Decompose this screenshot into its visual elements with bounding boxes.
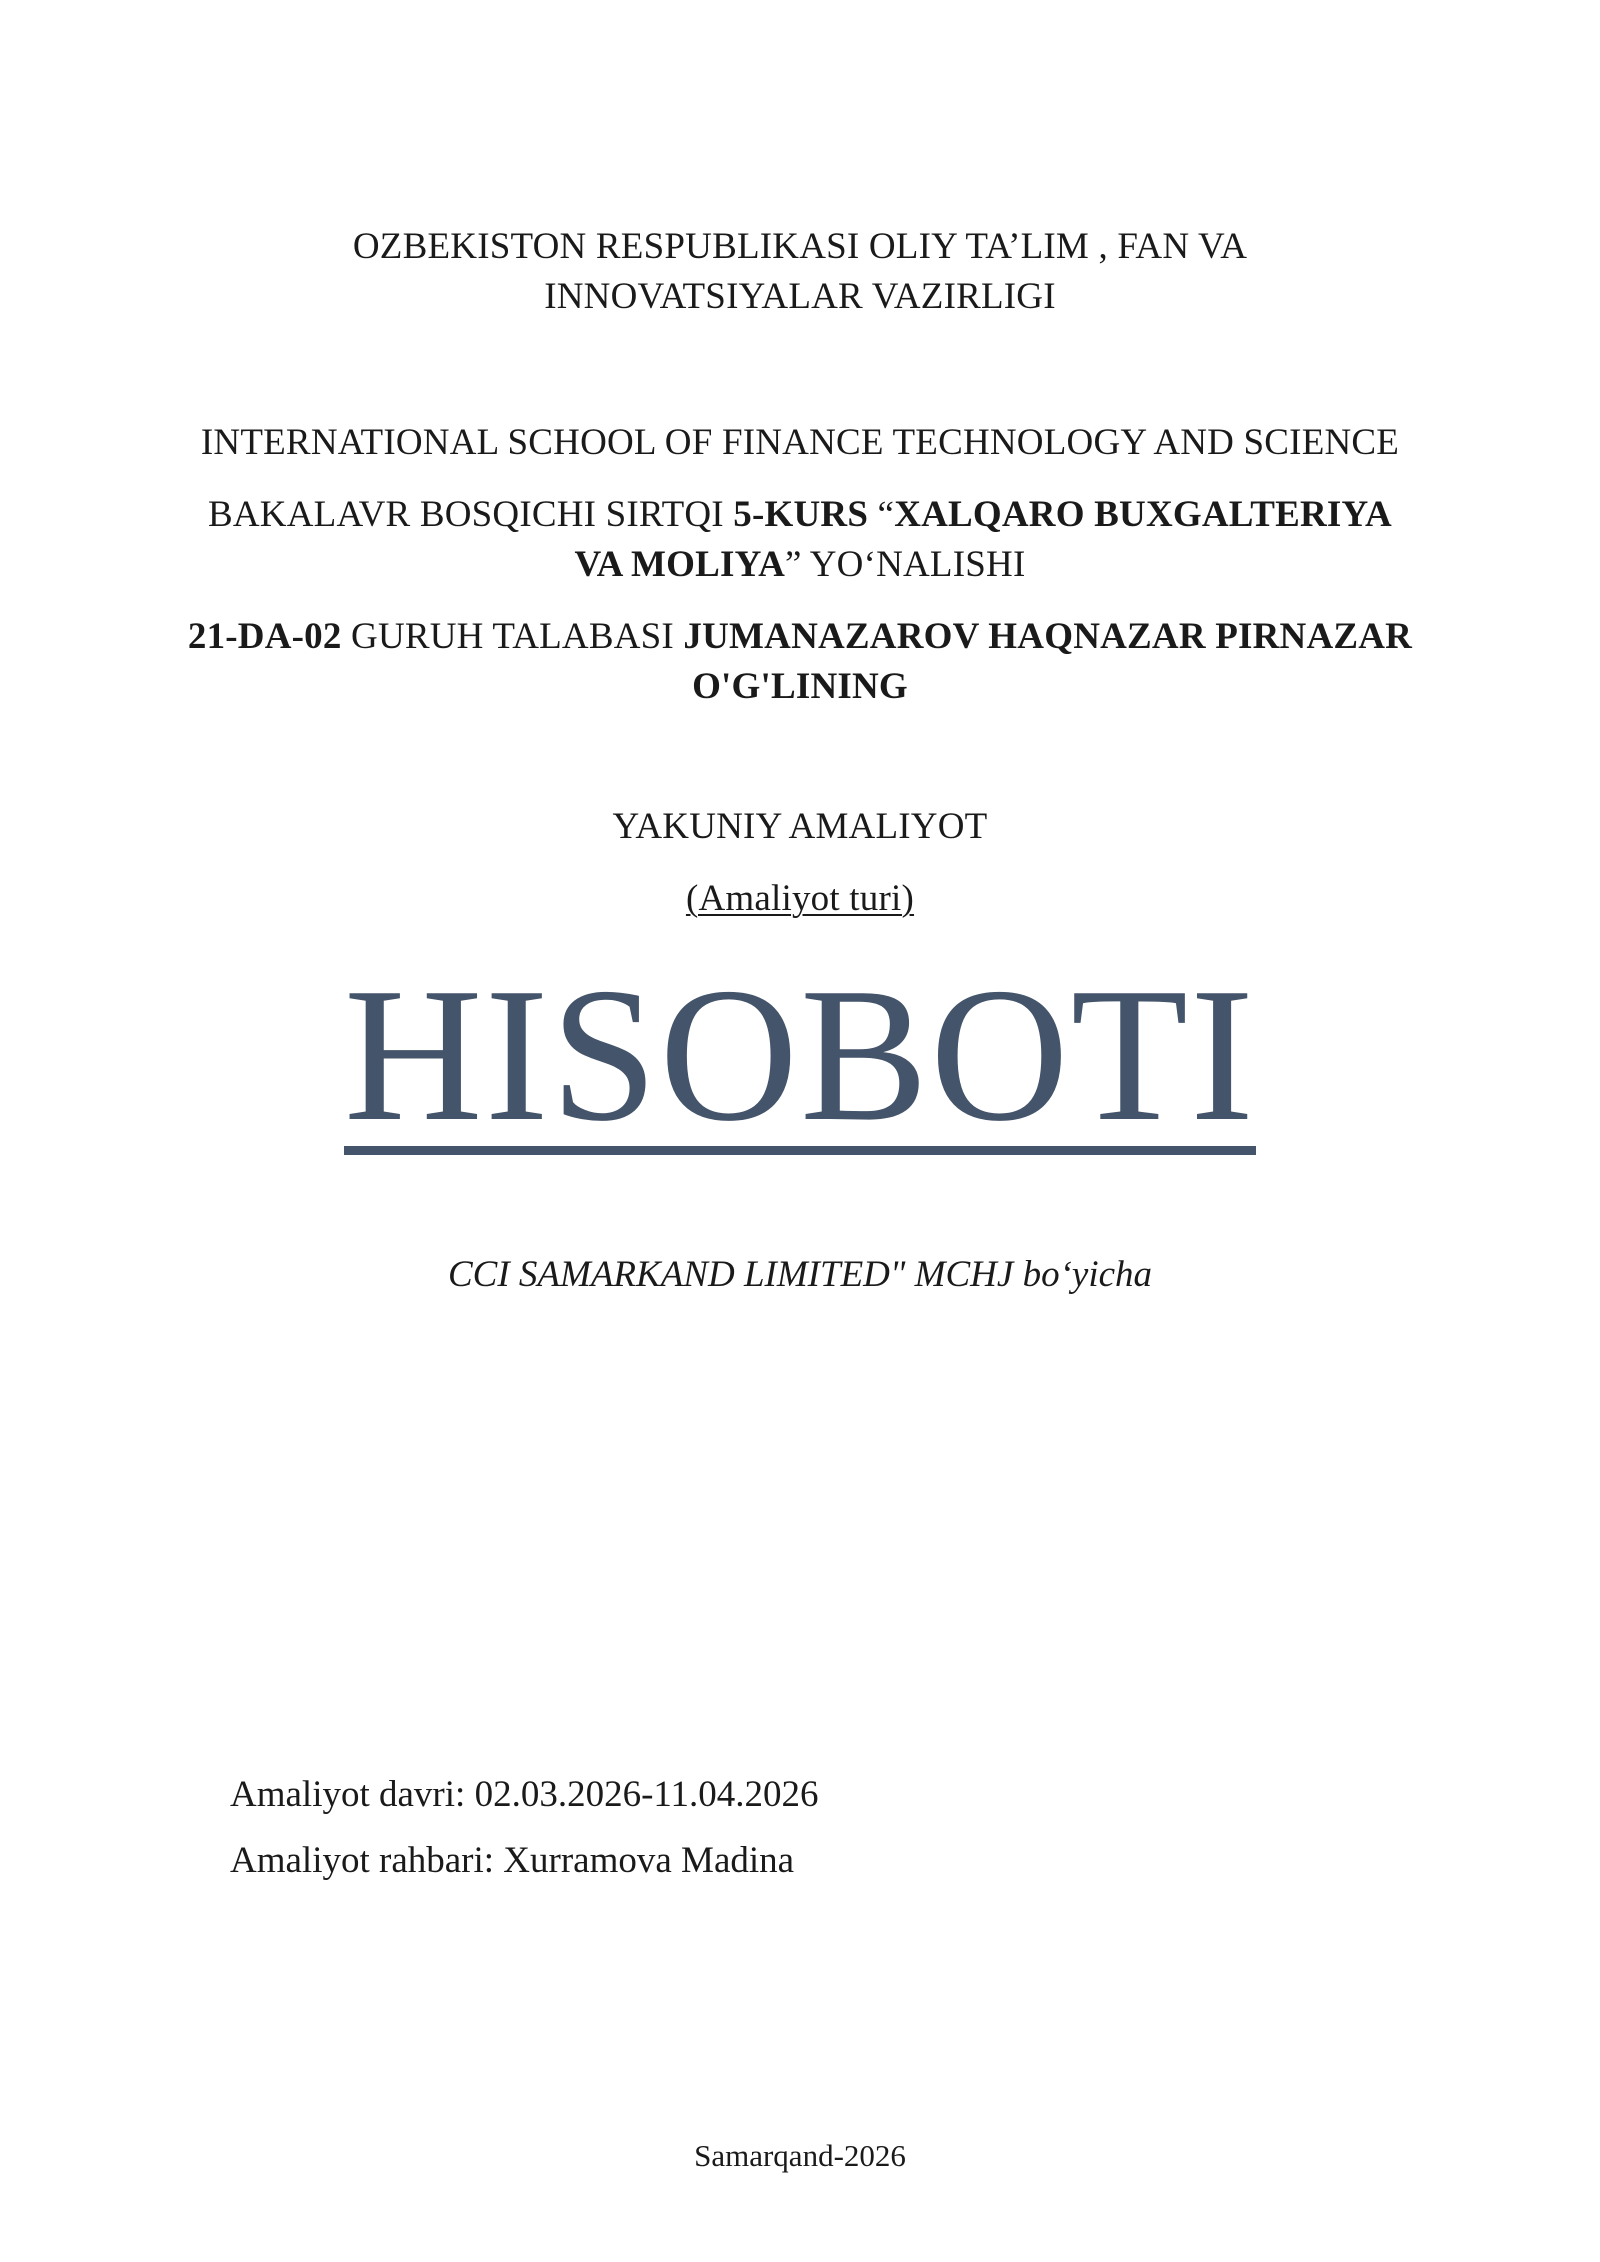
practice-type [0,802,1600,852]
student-middle-text: GURUH TALABASI [341,616,684,657]
program-course: 5-KURS [733,494,869,535]
practice-type-note [0,874,1600,924]
student-info [0,612,1600,712]
program-direction-part-2: VA MOLIYA [574,544,786,585]
student-name-part-2: O'G'LINING [692,666,908,707]
school-name [0,418,1600,468]
ministry-line-2: INNOVATSIYALAR VAZIRLIGI [544,276,1056,317]
report-title [0,948,1600,1161]
student-line-1 [0,612,1600,662]
program-prefix: BAKALAVR BOSQICHI SIRTQI [208,494,734,535]
ministry-line-1: OZBEKISTON RESPUBLIKASI OLIY TA’LIM , FAN VA [352,226,1248,267]
program-info [0,490,1600,590]
program-suffix: ” YO‘NALISHI [785,544,1026,585]
practice-type-note-text: (Amaliyot turi) [685,878,915,919]
program-line-1 [0,490,1600,540]
program-direction-part-1: XALQARO BUXGALTERIYA [894,494,1392,535]
program-line-2 [0,540,1600,590]
report-title-text: HISOBOTI [344,948,1256,1161]
company-line [0,1250,1600,1300]
practice-type-text: YAKUNIY AMALIYOT [612,806,988,847]
city-year: Samarqand-2026 [694,2138,906,2173]
company-text: CCI SAMARKAND LIMITED" MCHJ bo‘yicha [447,1254,1153,1295]
practice-supervisor: Amaliyot rahbari: Xurramova Madina [230,1840,795,1881]
student-group: 21-DA-02 [187,616,342,657]
practice-period: Amaliyot davri: 02.03.2026-11.04.2026 [230,1774,819,1815]
ministry-heading [0,222,1600,322]
student-line-2 [0,662,1600,712]
student-name-part-1: JUMANAZAROV HAQNAZAR PIRNAZAR [683,616,1413,657]
program-open-quote: “ [868,494,895,535]
school-line: INTERNATIONAL SCHOOL OF FINANCE TECHNOLOGY AND SCIENCE [200,422,1400,463]
